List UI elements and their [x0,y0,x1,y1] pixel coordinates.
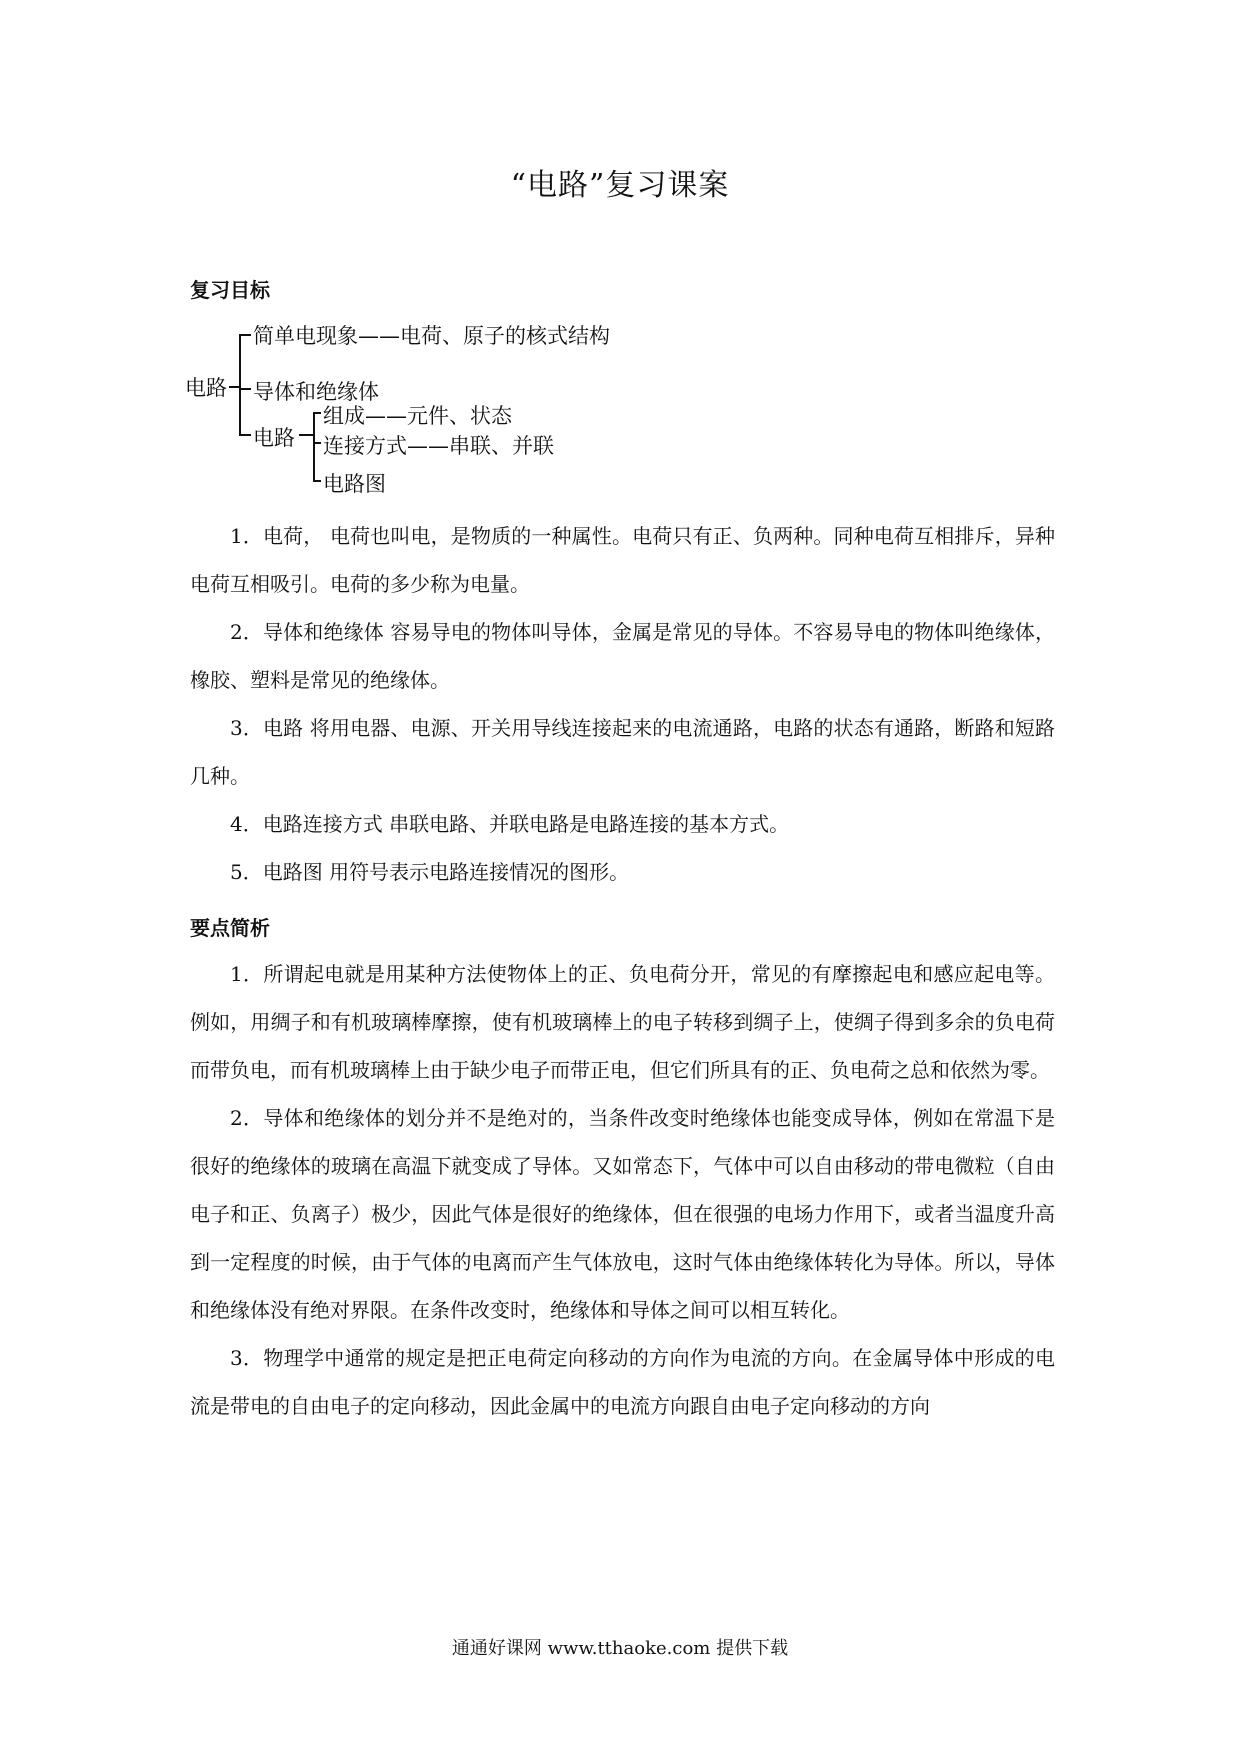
tree-leaf-composition: 组成——元件、状态 [323,404,512,428]
tree-connector [299,434,313,436]
tree-connector [239,434,251,436]
tree-branch-simple-phenomena: 简单电现象——电荷、原子的核式结构 [253,324,610,348]
list-item: 3．电路 将用电器、电源、开关用导线连接起来的电流通路，电路的状态有通路，断路和短路几种。 [190,716,1055,788]
review-goals-list [190,512,1055,896]
tree-connector [313,412,321,414]
section-heading-review-goals: 复习目标 [190,278,270,302]
tree-connector [313,480,321,482]
tree-connector [239,388,251,390]
list-item: 5．电路图 用符号表示电路连接情况的图形。 [230,860,630,884]
tree-subtrunk [313,412,315,482]
tree-connector [239,334,251,336]
page-footer: 通通好课网 www.tthaoke.com 提供下载 [451,1638,789,1659]
concept-tree [185,320,610,500]
list-item: 2．导体和绝缘体的划分并不是绝对的，当条件改变时绝缘体也能变成导体，例如在常温下是很好的绝缘体的玻璃在高温下就变成了导体。又如常态下，气体中可以自由移动的带电微粒（自由电子和正、负离子）极少，因此气体是很好的绝缘体，但在很强的电场力作用下，或者当温度升高到一定程度的时候，由于气体的电离而产生气体放电，这时气体由绝缘体转化为导体。所以，导体和绝缘体没有绝对界限。在条件改变时，绝缘体和导体之间可以相互转化。 [190,1106,1055,1322]
page-title: “电路”复习课案 [510,168,730,203]
list-item: 3．物理学中通常的规定是把正电荷定向移动的方向作为电流的方向。在金属导体中形成的电流是带电的自由电子的定向移动，因此金属中的电流方向跟自由电子定向移动的方向 [190,1346,1055,1418]
tree-trunk [239,334,241,436]
tree-branch-conductors: 导体和绝缘体 [253,380,379,404]
key-points-list [190,950,1055,1430]
list-item: 4．电路连接方式 串联电路、并联电路是电路连接的基本方式。 [230,812,790,836]
tree-connector [229,386,239,388]
tree-leaf-connection: 连接方式——串联、并联 [323,434,554,458]
tree-leaf-diagram: 电路图 [323,472,386,496]
tree-root-label: 电路 [185,376,227,400]
tree-branch-circuit: 电路 [253,426,295,450]
list-item: 2．导体和绝缘体 容易导电的物体叫导体，金属是常见的导体。不容易导电的物体叫绝缘体，橡胶、塑料是常见的绝缘体。 [190,620,1055,692]
list-item: 1．电荷， 电荷也叫电，是物质的一种属性。电荷只有正、负两种。同种电荷互相排斥，异种电荷互相吸引。电荷的多少称为电量。 [190,524,1055,596]
section-heading-key-points: 要点简析 [190,916,270,940]
tree-connector [313,442,321,444]
list-item: 1．所谓起电就是用某种方法使物体上的正、负电荷分开，常见的有摩擦起电和感应起电等。例如，用绸子和有机玻璃棒摩擦，使有机玻璃棒上的电子转移到绸子上，使绸子得到多余的负电荷而带负电，而有机玻璃棒上由于缺少电子而带正电，但它们所具有的正、负电荷之总和依然为零。 [190,962,1055,1082]
